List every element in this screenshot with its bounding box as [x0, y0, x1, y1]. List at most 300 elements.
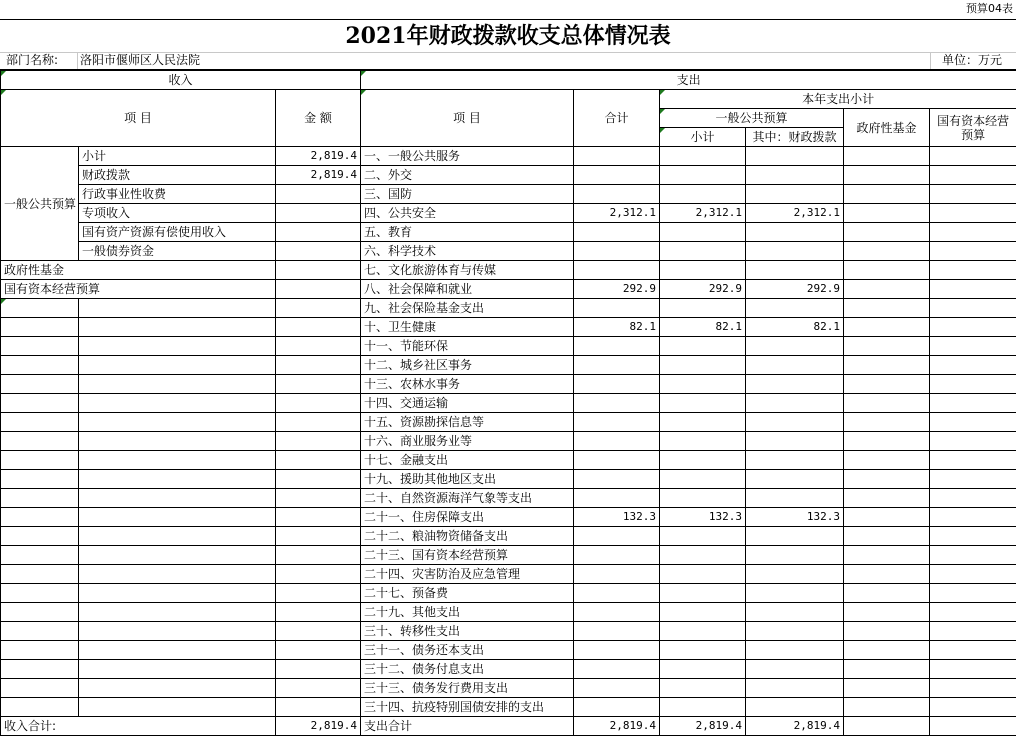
unit-divider — [930, 52, 931, 69]
income-gov-fund-amount — [276, 261, 361, 280]
expense-gp-fiscal-value — [746, 147, 844, 166]
expense-gov-fund-value — [844, 394, 930, 413]
expense-item-name: 二、外交 — [361, 166, 574, 185]
income-item-amount: 2,819.4 — [276, 166, 361, 185]
expense-item-name: 二十七、预备费 — [361, 584, 574, 603]
income-empty-cell — [79, 527, 276, 546]
expense-gp-subtotal-value — [660, 565, 746, 584]
expense-gp-fiscal-value — [746, 660, 844, 679]
income-empty-cell — [79, 565, 276, 584]
cell-marker — [361, 90, 366, 95]
expense-total-value — [574, 698, 660, 717]
table-row — [1, 166, 1016, 185]
income-empty-cell — [79, 679, 276, 698]
income-empty-cell — [276, 432, 361, 451]
expense-gov-fund-value — [844, 641, 930, 660]
expense-gov-fund-value — [844, 546, 930, 565]
expense-gp-subtotal-value: 292.9 — [660, 280, 746, 299]
expense-state-capital-value — [930, 432, 1016, 451]
income-item-amount — [276, 242, 361, 261]
expense-gov-fund-value — [844, 223, 930, 242]
expense-total-value — [574, 679, 660, 698]
income-item-amount — [276, 185, 361, 204]
expense-gov-fund-value — [844, 679, 930, 698]
expense-state-capital-value — [930, 318, 1016, 337]
income-item-name: 小计 — [79, 147, 276, 166]
cell-marker — [660, 90, 665, 95]
expense-total-value — [574, 489, 660, 508]
income-empty-cell — [79, 375, 276, 394]
expense-gp-subtotal-value — [660, 432, 746, 451]
general-budget-group-label: 一般公共预算 — [1, 147, 79, 261]
income-empty-cell — [276, 527, 361, 546]
expense-gov-fund-value — [844, 451, 930, 470]
income-empty-cell — [1, 451, 79, 470]
expense-gp-subtotal-value — [660, 299, 746, 318]
expense-total-value — [574, 565, 660, 584]
expense-gp-fiscal-value — [746, 432, 844, 451]
income-empty-cell — [276, 565, 361, 584]
income-empty-cell — [276, 698, 361, 717]
expense-state-capital-value — [930, 489, 1016, 508]
expense-item-header — [361, 90, 574, 147]
income-empty-cell — [276, 679, 361, 698]
expense-total-value — [574, 356, 660, 375]
expense-state-capital-value — [930, 280, 1016, 299]
expense-state-capital-value — [930, 223, 1016, 242]
income-empty-cell — [79, 356, 276, 375]
income-item-name: 国有资产资源有偿使用收入 — [79, 223, 276, 242]
expense-gov-fund-value — [844, 489, 930, 508]
expense-state-capital-value — [930, 679, 1016, 698]
income-empty-cell — [79, 603, 276, 622]
expense-total-gp-subtotal: 2,819.4 — [660, 717, 746, 736]
expense-gp-subtotal-value: 2,312.1 — [660, 204, 746, 223]
table-row — [1, 280, 1016, 299]
table-row — [1, 565, 1016, 584]
expense-gp-subtotal-value — [660, 394, 746, 413]
expense-item-name: 三十一、债务还本支出 — [361, 641, 574, 660]
expense-gp-subtotal-value — [660, 356, 746, 375]
income-empty-cell — [276, 508, 361, 527]
expense-total-value: 2,312.1 — [574, 204, 660, 223]
table-row — [1, 261, 1016, 280]
expense-gp-fiscal-value — [746, 185, 844, 204]
budget-table — [0, 70, 1016, 736]
income-empty-cell — [1, 413, 79, 432]
table-body — [1, 71, 1016, 736]
expense-gp-subtotal-value — [660, 223, 746, 242]
income-empty-cell — [79, 660, 276, 679]
expense-item-name: 二十三、国有资本经营预算 — [361, 546, 574, 565]
income-empty-cell — [276, 451, 361, 470]
table-row — [1, 299, 1016, 318]
income-empty-cell — [1, 432, 79, 451]
expense-total-total: 2,819.4 — [574, 717, 660, 736]
income-item-amount — [276, 223, 361, 242]
unit-label: 单位：万元 — [942, 52, 1002, 69]
expense-item-name: 十四、交通运输 — [361, 394, 574, 413]
expense-state-capital-value — [930, 641, 1016, 660]
expense-state-capital-value — [930, 698, 1016, 717]
expense-gp-subtotal-value — [660, 413, 746, 432]
expense-item-name: 五、教育 — [361, 223, 574, 242]
expense-gp-subtotal-value — [660, 337, 746, 356]
income-empty-cell — [1, 337, 79, 356]
income-empty-cell — [1, 584, 79, 603]
expense-item-header-label: 项 目 — [453, 111, 481, 125]
expense-gov-fund-value — [844, 698, 930, 717]
expense-total-value — [574, 242, 660, 261]
income-total-amount: 2,819.4 — [276, 717, 361, 736]
expense-header-label: 支出 — [677, 73, 701, 87]
expense-gp-fiscal-value — [746, 375, 844, 394]
expense-gp-fiscal-value — [746, 166, 844, 185]
expense-gp-subtotal-value — [660, 546, 746, 565]
income-empty-cell — [1, 565, 79, 584]
expense-state-capital-value — [930, 546, 1016, 565]
expense-gov-fund-value — [844, 261, 930, 280]
income-empty-cell — [79, 641, 276, 660]
gov-fund-header: 政府性基金 — [844, 109, 930, 147]
income-empty-cell — [1, 356, 79, 375]
expense-total-value — [574, 147, 660, 166]
expense-total-value — [574, 413, 660, 432]
income-empty-cell — [79, 413, 276, 432]
income-empty-cell — [276, 337, 361, 356]
table-row — [1, 242, 1016, 261]
income-empty-cell — [276, 622, 361, 641]
expense-gp-fiscal-value — [746, 622, 844, 641]
income-empty-cell — [79, 299, 276, 318]
expense-total-value — [574, 603, 660, 622]
expense-gov-fund-value — [844, 242, 930, 261]
income-empty-cell — [1, 527, 79, 546]
current-year-subtotal-header — [660, 90, 1016, 109]
expense-gov-fund-value — [844, 166, 930, 185]
department-bar — [0, 52, 1016, 70]
expense-gov-fund-value — [844, 565, 930, 584]
expense-gp-fiscal-value — [746, 299, 844, 318]
expense-total-value — [574, 299, 660, 318]
expense-gov-fund-value — [844, 337, 930, 356]
expense-total-value — [574, 261, 660, 280]
expense-gov-fund-value — [844, 185, 930, 204]
expense-item-name: 二十四、灾害防治及应急管理 — [361, 565, 574, 584]
expense-gp-fiscal-value — [746, 223, 844, 242]
table-row — [1, 546, 1016, 565]
expense-state-capital-value — [930, 413, 1016, 432]
table-row — [1, 394, 1016, 413]
income-empty-cell — [79, 470, 276, 489]
income-empty-cell — [79, 622, 276, 641]
table-row — [1, 318, 1016, 337]
table-row — [1, 489, 1016, 508]
expense-state-capital-value — [930, 527, 1016, 546]
expense-gp-fiscal-value — [746, 356, 844, 375]
expense-item-name: 七、文化旅游体育与传媒 — [361, 261, 574, 280]
expense-gov-fund-value — [844, 318, 930, 337]
department-label: 部门名称: — [6, 52, 58, 69]
expense-gov-fund-value — [844, 299, 930, 318]
income-empty-cell — [1, 660, 79, 679]
income-total-label: 收入合计: — [1, 717, 276, 736]
expense-total-value — [574, 432, 660, 451]
income-empty-cell — [1, 470, 79, 489]
expense-total-value — [574, 641, 660, 660]
department-name: 洛阳市偃师区人民法院 — [80, 52, 200, 69]
fiscal-header: 其中：财政拨款 — [746, 128, 844, 147]
expense-item-name: 二十、自然资源海洋气象等支出 — [361, 489, 574, 508]
income-empty-cell — [276, 660, 361, 679]
income-item-name: 行政事业性收费 — [79, 185, 276, 204]
income-empty-cell — [276, 413, 361, 432]
expense-gp-subtotal-value: 82.1 — [660, 318, 746, 337]
income-empty-cell — [276, 603, 361, 622]
income-empty-cell — [79, 394, 276, 413]
expense-total-value — [574, 223, 660, 242]
expense-total-value — [574, 527, 660, 546]
expense-gp-fiscal-value — [746, 489, 844, 508]
expense-gp-fiscal-value: 292.9 — [746, 280, 844, 299]
income-empty-cell — [276, 318, 361, 337]
expense-gp-fiscal-value — [746, 527, 844, 546]
cell-marker — [1, 299, 6, 304]
income-empty-cell — [1, 489, 79, 508]
expense-gp-fiscal-value — [746, 584, 844, 603]
income-empty-cell — [1, 679, 79, 698]
expense-item-name: 三、国防 — [361, 185, 574, 204]
income-empty-cell — [79, 698, 276, 717]
expense-state-capital-value — [930, 204, 1016, 223]
expense-total-value: 292.9 — [574, 280, 660, 299]
cell-marker — [1, 71, 6, 76]
table-row — [1, 413, 1016, 432]
expense-item-name: 十五、资源勘探信息等 — [361, 413, 574, 432]
expense-total-value — [574, 166, 660, 185]
expense-gp-subtotal-value — [660, 622, 746, 641]
expense-gov-fund-value — [844, 432, 930, 451]
expense-gov-fund-value — [844, 584, 930, 603]
table-row — [1, 508, 1016, 527]
expense-gp-subtotal-value — [660, 584, 746, 603]
expense-gp-subtotal-value — [660, 527, 746, 546]
income-empty-cell — [1, 641, 79, 660]
income-header-label: 收入 — [169, 73, 193, 87]
table-row — [1, 451, 1016, 470]
expense-gp-subtotal-value — [660, 679, 746, 698]
table-row — [1, 204, 1016, 223]
expense-total-value — [574, 451, 660, 470]
expense-total-value — [574, 546, 660, 565]
table-row — [1, 356, 1016, 375]
expense-item-name: 十、卫生健康 — [361, 318, 574, 337]
expense-gp-fiscal-value — [746, 413, 844, 432]
expense-gp-subtotal-value — [660, 261, 746, 280]
expense-gov-fund-value — [844, 660, 930, 679]
table-row — [1, 584, 1016, 603]
expense-state-capital-value — [930, 337, 1016, 356]
expense-state-capital-value — [930, 261, 1016, 280]
income-item-name: 一般债券资金 — [79, 242, 276, 261]
expense-state-capital-value — [930, 147, 1016, 166]
general-budget-header-label: 一般公共预算 — [716, 111, 788, 125]
expense-total-value — [574, 622, 660, 641]
income-empty-cell — [276, 470, 361, 489]
table-row — [1, 698, 1016, 717]
income-empty-cell — [1, 622, 79, 641]
expense-gp-fiscal-value — [746, 451, 844, 470]
expense-state-capital-value — [930, 508, 1016, 527]
income-state-capital-amount — [276, 280, 361, 299]
table-row — [1, 679, 1016, 698]
expense-gov-fund-value — [844, 470, 930, 489]
income-empty-cell — [276, 546, 361, 565]
income-empty-cell — [79, 451, 276, 470]
expense-gov-fund-value — [844, 280, 930, 299]
income-empty-cell — [1, 318, 79, 337]
expense-gp-fiscal-value — [746, 394, 844, 413]
expense-item-name: 十一、节能环保 — [361, 337, 574, 356]
income-item-name: 财政拨款 — [79, 166, 276, 185]
general-budget-header — [660, 109, 844, 128]
expense-gp-subtotal-value — [660, 166, 746, 185]
income-empty-cell — [79, 337, 276, 356]
income-item-amount — [276, 204, 361, 223]
expense-item-name: 三十四、抗疫特别国债安排的支出 — [361, 698, 574, 717]
expense-item-name: 三十、转移性支出 — [361, 622, 574, 641]
income-empty-cell — [1, 603, 79, 622]
income-empty-cell — [79, 546, 276, 565]
income-empty-cell — [1, 698, 79, 717]
expense-item-name: 十二、城乡社区事务 — [361, 356, 574, 375]
expense-gov-fund-value — [844, 603, 930, 622]
expense-state-capital-value — [930, 242, 1016, 261]
expense-total-label: 支出合计 — [361, 717, 574, 736]
income-empty-cell — [79, 489, 276, 508]
expense-item-name: 三十二、债务付息支出 — [361, 660, 574, 679]
expense-gov-fund-value — [844, 147, 930, 166]
expense-gov-fund-value — [844, 413, 930, 432]
income-empty-cell — [79, 318, 276, 337]
cell-marker — [361, 71, 366, 76]
expense-gov-fund-value — [844, 204, 930, 223]
expense-item-name: 九、社会保险基金支出 — [361, 299, 574, 318]
expense-state-capital-value — [930, 565, 1016, 584]
income-empty-cell — [276, 299, 361, 318]
expense-state-capital-value — [930, 622, 1016, 641]
expense-total-gov-fund — [844, 717, 930, 736]
expense-gp-fiscal-value — [746, 242, 844, 261]
expense-gov-fund-value — [844, 527, 930, 546]
current-year-subtotal-label: 本年支出小计 — [802, 92, 874, 106]
expense-gp-subtotal-value — [660, 451, 746, 470]
income-item-header — [1, 90, 276, 147]
expense-state-capital-value — [930, 166, 1016, 185]
expense-item-name: 六、科学技术 — [361, 242, 574, 261]
expense-gp-subtotal-value — [660, 375, 746, 394]
subtotal-header — [660, 128, 746, 147]
expense-state-capital-value — [930, 584, 1016, 603]
income-item-amount: 2,819.4 — [276, 147, 361, 166]
table-row — [1, 147, 1016, 166]
expense-item-name: 二十一、住房保障支出 — [361, 508, 574, 527]
expense-state-capital-value — [930, 299, 1016, 318]
income-header — [1, 71, 361, 90]
income-empty-cell — [276, 375, 361, 394]
expense-gp-subtotal-value — [660, 660, 746, 679]
expense-gp-fiscal-value — [746, 603, 844, 622]
form-number: 预算04表 — [966, 2, 1013, 16]
expense-total-value — [574, 375, 660, 394]
table-row — [1, 375, 1016, 394]
income-empty-cell — [276, 489, 361, 508]
expense-total-value — [574, 470, 660, 489]
table-row — [1, 337, 1016, 356]
income-amount-header: 金 额 — [276, 90, 361, 147]
expense-item-name: 四、公共安全 — [361, 204, 574, 223]
expense-gp-fiscal-value — [746, 565, 844, 584]
page-title: 2021年财政拨款收支总体情况表 — [0, 19, 1016, 53]
expense-state-capital-value — [930, 394, 1016, 413]
expense-gp-subtotal-value — [660, 489, 746, 508]
expense-total-value — [574, 394, 660, 413]
expense-item-name: 二十二、粮油物资储备支出 — [361, 527, 574, 546]
expense-state-capital-value — [930, 451, 1016, 470]
table-row — [1, 660, 1016, 679]
table-row — [1, 223, 1016, 242]
expense-gov-fund-value — [844, 356, 930, 375]
expense-total-state-capital — [930, 717, 1016, 736]
expense-state-capital-value — [930, 470, 1016, 489]
expense-gp-fiscal-value — [746, 698, 844, 717]
expense-total-value: 82.1 — [574, 318, 660, 337]
expense-gov-fund-value — [844, 508, 930, 527]
table-row — [1, 185, 1016, 204]
income-item-header-label: 项 目 — [124, 111, 152, 125]
income-empty-cell — [1, 394, 79, 413]
expense-state-capital-value — [930, 375, 1016, 394]
cell-marker — [1, 90, 6, 95]
expense-total-value — [574, 660, 660, 679]
expense-item-name: 三十三、债务发行费用支出 — [361, 679, 574, 698]
income-empty-cell — [79, 584, 276, 603]
expense-gp-fiscal-value — [746, 470, 844, 489]
income-empty-cell — [276, 641, 361, 660]
expense-state-capital-value — [930, 356, 1016, 375]
expense-total-value: 132.3 — [574, 508, 660, 527]
expense-gp-subtotal-value — [660, 147, 746, 166]
total-header: 合计 — [574, 90, 660, 147]
table-row — [1, 470, 1016, 489]
income-empty-cell — [276, 394, 361, 413]
expense-gov-fund-value — [844, 622, 930, 641]
expense-gp-fiscal-value — [746, 641, 844, 660]
expense-gp-fiscal-value — [746, 261, 844, 280]
expense-gp-subtotal-value — [660, 603, 746, 622]
totals-row — [1, 717, 1016, 736]
income-empty-cell — [1, 508, 79, 527]
expense-total-value — [574, 185, 660, 204]
income-empty-cell — [276, 584, 361, 603]
income-gov-fund-name: 政府性基金 — [1, 261, 276, 280]
expense-total-value — [574, 337, 660, 356]
expense-gp-fiscal-value: 132.3 — [746, 508, 844, 527]
expense-item-name: 一、一般公共服务 — [361, 147, 574, 166]
income-empty-cell — [79, 432, 276, 451]
income-state-capital-name: 国有资本经营预算 — [1, 280, 276, 299]
income-item-name: 专项收入 — [79, 204, 276, 223]
